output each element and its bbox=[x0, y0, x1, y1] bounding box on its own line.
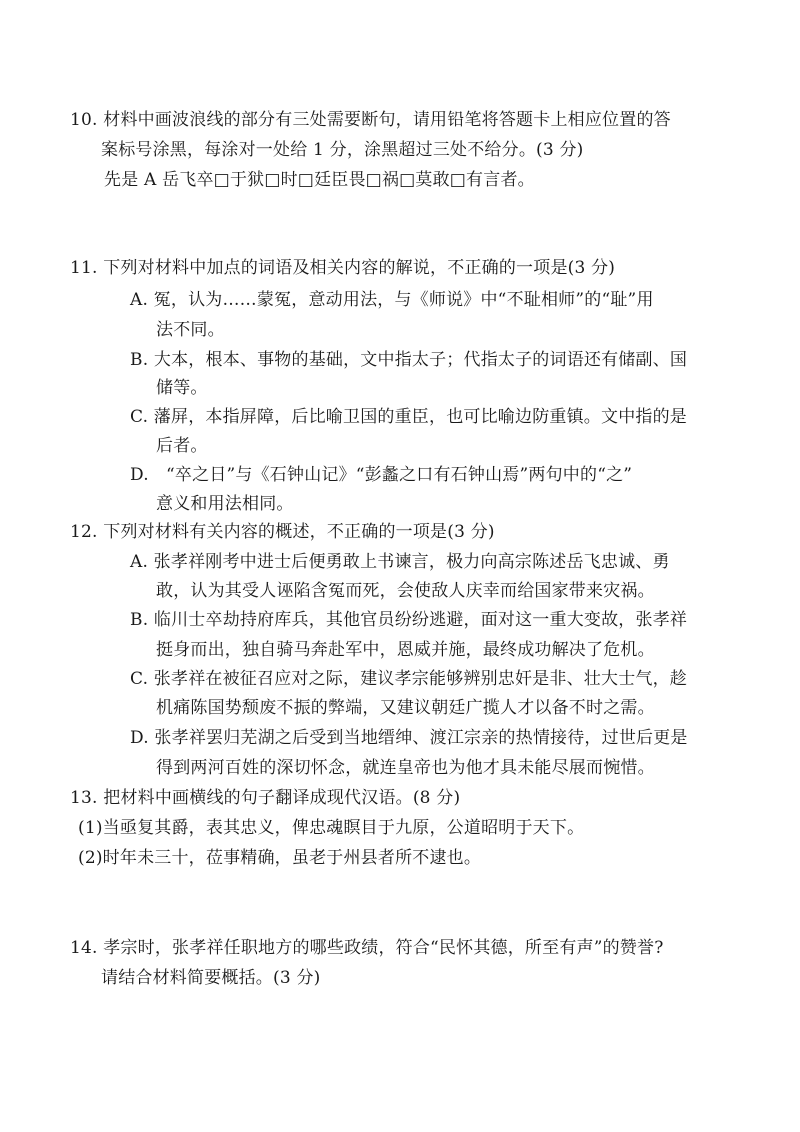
q11-option-d-line-2: 意义和用法相同。 bbox=[156, 494, 294, 514]
q12-option-a-line-2: 敢，认为其受人诬陷含冤而死，会使敌人庆幸而给国家带来灾祸。 bbox=[156, 581, 655, 601]
q11-option-a-line-2: 法不同。 bbox=[156, 320, 225, 340]
q11-option-a-line-1: A. 冤，认为……蒙冤，意动用法，与《师说》中“不耻相师”的“耻”用 bbox=[130, 290, 654, 310]
q10-line-2: 案标号涂黑，每涂对一处给 1 分，涂黑超过三处不给分。(3 分) bbox=[101, 140, 584, 160]
q12-option-b-line-1: B. 临川士卒劫持府库兵，其他官员纷纷逃避，面对这一重大变故，张孝祥 bbox=[130, 610, 688, 630]
q11-option-c-line-1: C. 藩屏，本指屏障，后比喻卫国的重臣，也可比喻边防重镇。文中指的是 bbox=[130, 407, 688, 427]
q12-option-b-line-2: 挺身而出，独自骑马奔赴军中，恩威并施，最终成功解决了危机。 bbox=[156, 640, 655, 660]
q14-line-2: 请结合材料简要概括。(3 分) bbox=[101, 968, 321, 988]
q14-line-1: 14. 孝宗时，张孝祥任职地方的哪些政绩，符合“民怀其德，所至有声”的赞誉? bbox=[70, 938, 664, 958]
q12-option-c-line-2: 机痛陈国势颓废不振的弊端，又建议朝廷广揽人才以备不时之需。 bbox=[156, 698, 655, 718]
q12-option-a-line-1: A. 张孝祥刚考中进士后便勇敢上书谏言，极力向高宗陈述岳飞忠诚、勇 bbox=[130, 552, 670, 572]
q13-stem: 13. 把材料中画横线的句子翻译成现代汉语。(8 分) bbox=[70, 788, 461, 808]
q12-stem: 12. 下列对材料有关内容的概述，不正确的一项是(3 分) bbox=[70, 522, 495, 542]
q11-option-c-line-2: 后者。 bbox=[156, 436, 208, 456]
q11-option-b-line-1: B. 大本，根本、事物的基础，文中指太子；代指太子的词语还有储副、国 bbox=[130, 350, 688, 370]
q10-line-1: 10. 材料中画波浪线的部分有三处需要断句，请用铅笔将答题卡上相应位置的答 bbox=[70, 110, 671, 130]
q13-sentence-2: (2)时年未三十，莅事精确，虽老于州县者所不逮也。 bbox=[78, 848, 482, 868]
q12-option-d-line-2: 得到两河百姓的深切怀念，就连皇帝也为他才具未能尽展而惋惜。 bbox=[156, 758, 655, 778]
q12-option-d-line-1: D. 张孝祥罢归芜湖之后受到当地缙绅、渡江宗亲的热情接待，过世后更是 bbox=[130, 728, 688, 748]
q11-option-b-line-2: 储等。 bbox=[156, 378, 208, 398]
q10-sentence: 先是 A 岳飞卒□于狱□时□廷臣畏□祸□莫敢□有言者。 bbox=[104, 170, 535, 190]
q11-stem: 11. 下列对材料中加点的词语及相关内容的解说，不正确的一项是(3 分) bbox=[70, 258, 616, 278]
q12-option-c-line-1: C. 张孝祥在被征召应对之际，建议孝宗能够辨别忠奸是非、壮大士气，趁 bbox=[130, 669, 688, 689]
q13-sentence-1: (1)当亟复其爵，表其忠义，俾忠魂瞑目于九原，公道昭明于天下。 bbox=[78, 818, 585, 838]
q11-option-d-line-1: D. “卒之日”与《石钟山记》“彭蠡之口有石钟山焉”两句中的“之” bbox=[130, 465, 633, 485]
